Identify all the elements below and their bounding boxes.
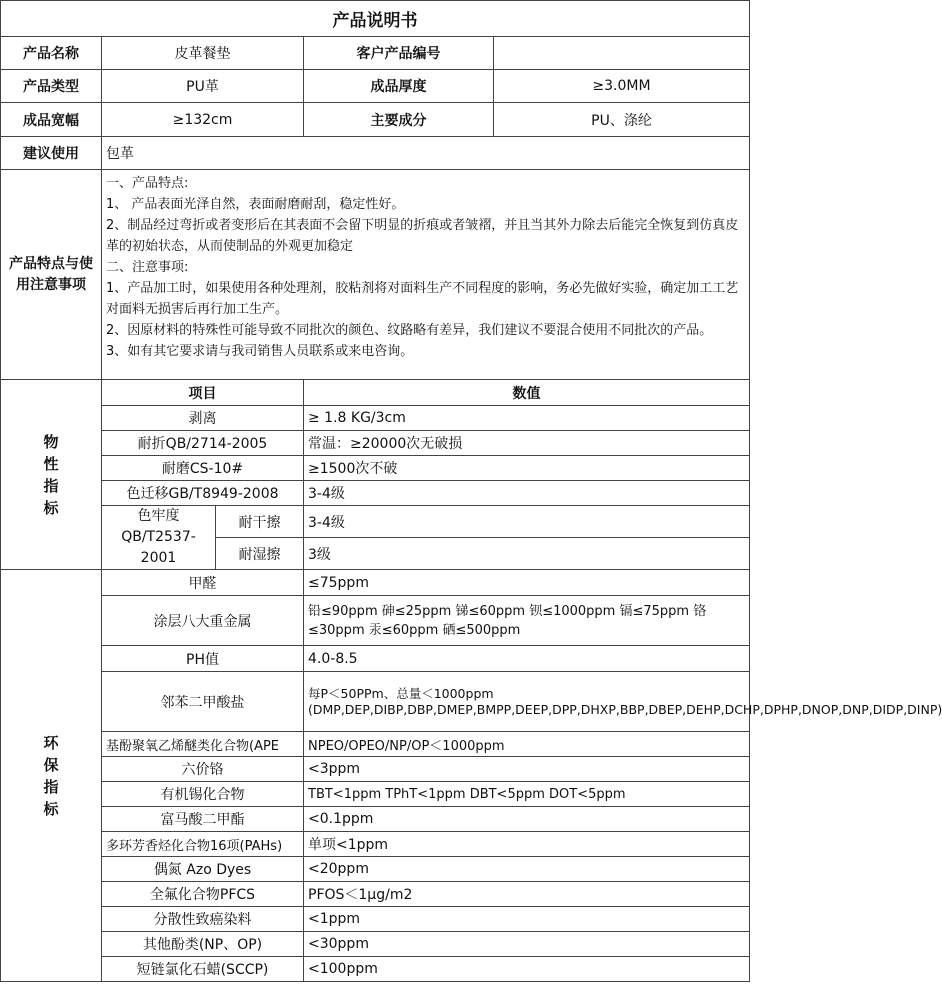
product-type-value: PU革 [102,70,304,103]
physical-item: 耐折QB/2714-2005 [102,431,304,456]
features-content [102,170,750,380]
wet-rub-label: 耐湿擦 [216,538,304,570]
product-name-label: 产品名称 [1,37,102,70]
env-value: <0.1ppm [304,807,750,832]
env-item: 偶氮 Azo Dyes [102,857,304,882]
environmental-label-text: 环 保 指 标 [43,733,59,818]
wet-rub-value: 3级 [304,538,750,570]
header-item: 项目 [102,380,304,406]
usage-label: 建议使用 [1,137,102,170]
physical-section-label [1,380,102,570]
features-line: 1、 产品表面光泽自然，表面耐磨耐刮，稳定性好。 [106,197,405,212]
page-title: 产品说明书 [1,1,750,37]
env-item: 短链氯化石蜡(SCCP) [102,957,304,982]
thickness-value: ≥3.0MM [494,70,750,103]
features-line: 1、产品加工时，如果使用各种处理剂，胶粘剂将对面料生产不同程度的影响，务必先做好实验，确定加工工艺对面料无损害后再行加工生产。 [106,281,739,317]
env-item: 全氟化合物PFCS [102,882,304,907]
features-label: 产品特点与使用注意事项 [1,170,102,380]
width-value: ≥132cm [102,103,304,137]
usage-value: 包革 [102,137,750,170]
physical-value: 常温：≥20000次无破损 [304,431,750,456]
color-fastness-cell [102,506,216,570]
environmental-section-label [1,570,102,982]
features-line: 2、制品经过弯折或者变形后在其表面不会留下明显的折痕或者皱褶，并且当其外力除去后能完全恢复到仿真皮革的初始状态，从而使制品的外观更加稳定 [106,218,739,254]
physical-value: ≥ 1.8 KG/3cm [304,406,750,431]
env-value: TBT<1ppm TPhT<1ppm DBT<5ppm DOT<5ppm [304,782,750,807]
env-item: 基酚聚氧乙烯醚类化合物(APE [102,732,304,757]
product-name-value: 皮革餐垫 [102,37,304,70]
env-item: 有机锡化合物 [102,782,304,807]
dry-rub-value: 3-4级 [304,506,750,538]
env-value: 铅≤90ppm 砷≤25ppm 锑≤60ppm 钡≤1000ppm 镉≤75ppm 铬≤30ppm 汞≤60ppm 硒≤500ppm [304,596,750,646]
composition-value: PU、涤纶 [494,103,750,137]
env-item: 富马酸二甲酯 [102,807,304,832]
thickness-label: 成品厚度 [304,70,494,103]
physical-item: 耐磨CS-10# [102,456,304,481]
env-item: 甲醛 [102,570,304,596]
physical-item: 剥离 [102,406,304,431]
env-value: <20ppm [304,857,750,882]
customer-code-label: 客户产品编号 [304,37,494,70]
product-type-label: 产品类型 [1,70,102,103]
features-line: 二、注意事项: [106,260,189,275]
env-value: 4.0-8.5 [304,646,750,672]
env-value: ≤75ppm [304,570,750,596]
header-value: 数值 [304,380,750,406]
env-item: 多环芳香烃化合物16项(PAHs) [102,832,304,857]
features-line: 3、如有其它要求请与我司销售人员联系或来电咨询。 [106,344,414,359]
env-value: <100ppm [304,957,750,982]
env-item: 涂层八大重金属 [102,596,304,646]
env-value: 单项<1ppm [304,832,750,857]
env-value: NPEO/OPEO/NP/OP＜1000ppm [304,732,750,757]
customer-code-value [494,37,750,70]
env-value: <30ppm [304,932,750,957]
composition-label: 主要成分 [304,103,494,137]
env-item: 邻苯二甲酸盐 [102,672,304,732]
color-fastness-standard: QB/T2537-2001 [121,529,196,566]
width-label: 成品宽幅 [1,103,102,137]
features-line: 一、产品特点: [106,176,189,191]
env-value: <3ppm [304,757,750,782]
physical-value: 3-4级 [304,481,750,506]
color-fastness-label: 色牢度 [137,508,180,524]
physical-item: 色迁移GB/T8949-2008 [102,481,304,506]
features-line: 2、因原材料的特殊性可能导致不同批次的颜色、纹路略有差异，我们建议不要混合使用不同批次的产品。 [106,323,713,338]
env-item: 分散性致癌染料 [102,907,304,932]
env-value: PFOS＜1μg/m2 [304,882,750,907]
env-item: 其他酚类(NP、OP) [102,932,304,957]
env-value: 每P＜50PPm、总量＜1000ppm (DMP,DEP,DIBP,DBP,DMEP,BMPP,DEEP,DPP,DHXP,BBP,DBEP,DEHP,DCHP,DPHP,DNOP,DNP,DIDP,DINP) [304,672,750,732]
env-value: <1ppm [304,907,750,932]
physical-value: ≥1500次不破 [304,456,750,481]
physical-label-text: 物 性 指 标 [43,432,59,517]
env-item: 六价铬 [102,757,304,782]
env-item: PH值 [102,646,304,672]
dry-rub-label: 耐干擦 [216,506,304,538]
